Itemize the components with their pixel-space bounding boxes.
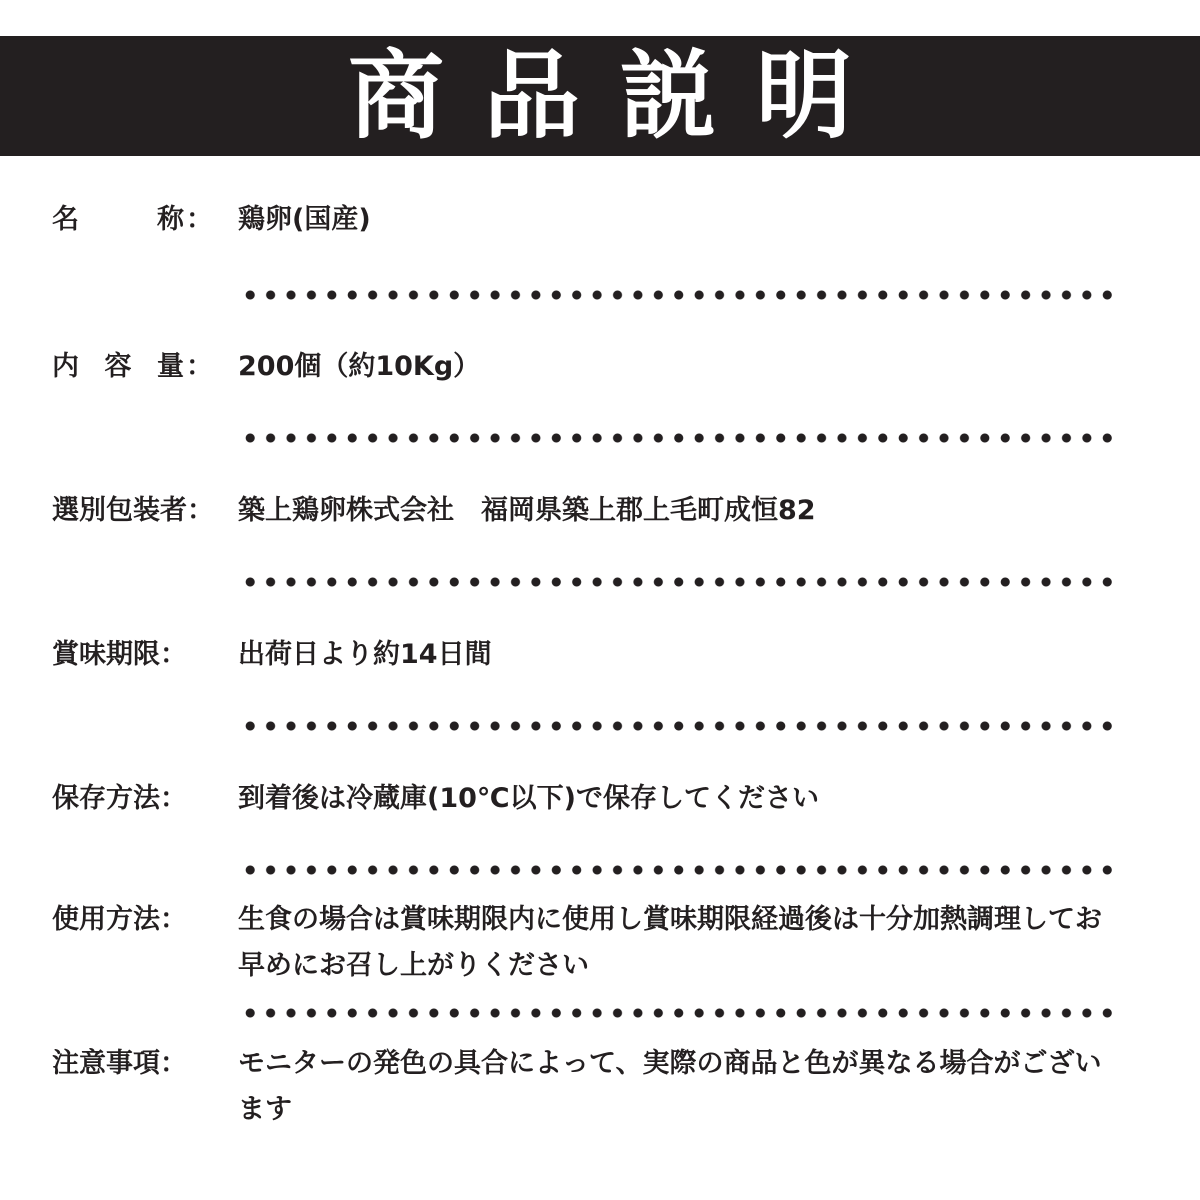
- spec-value-contents: 200個（約10Kg）: [238, 351, 481, 382]
- spec-value-name: 鶏卵(国産): [238, 204, 371, 235]
- spec-label-name: 名 称: [52, 204, 184, 235]
- spec-value-storage: 到着後は冷蔵庫(10℃以下)で保存してください: [238, 783, 819, 814]
- spec-value-packer: 築上鶏卵株式会社 福岡県築上郡上毛町成恒82: [238, 495, 816, 526]
- spec-label-packer: 選別包装者：: [52, 495, 214, 526]
- label-colon: ：: [186, 204, 213, 235]
- dotted-divider: [240, 720, 1118, 732]
- page-title: 商品説明: [348, 40, 892, 152]
- dotted-divider: [240, 432, 1118, 444]
- spec-label-storage: 保存方法：: [52, 783, 187, 814]
- spec-value-best-before: 出荷日より約14日間: [238, 639, 492, 670]
- spec-label-best-before: 賞味期限：: [52, 639, 187, 670]
- dotted-divider: [240, 289, 1118, 301]
- spec-value-usage: 生食の場合は賞味期限内に使用し賞味期限経過後は十分加熱調理してお早めにお召し上がりください: [238, 904, 1102, 981]
- spec-label-notes: 注意事項：: [52, 1048, 187, 1079]
- dotted-divider: [240, 576, 1118, 588]
- spec-label-contents: 内 容 量: [52, 351, 184, 382]
- label-colon: ：: [186, 351, 213, 382]
- title-banner: [0, 36, 1200, 156]
- spec-label-usage: 使用方法：: [52, 904, 187, 935]
- dotted-divider: [240, 1007, 1118, 1019]
- spec-value-notes: モニターの発色の具合によって、実際の商品と色が異なる場合がございます: [238, 1048, 1102, 1125]
- dotted-divider: [240, 864, 1118, 876]
